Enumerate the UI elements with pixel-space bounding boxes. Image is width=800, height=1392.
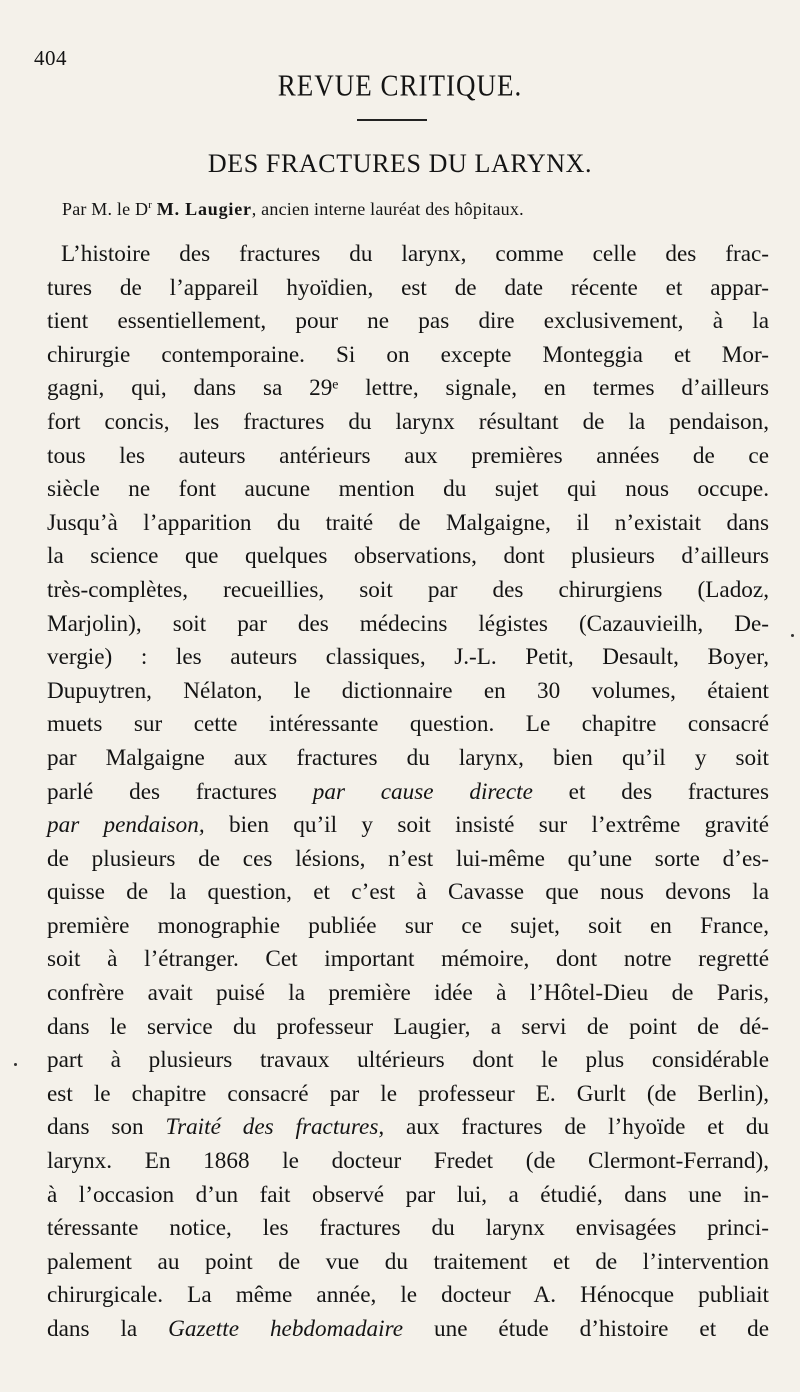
text-line: chirurgicale. La même année, le docteur A. Hénocque publiait: [47, 1282, 769, 1309]
text-segment: une étude d’histoire et de: [403, 1316, 770, 1342]
text-line: soit à l’étranger. Cet important mémoire, dont notre regretté: [47, 946, 769, 973]
italic-phrase: par pendaison,: [47, 812, 205, 839]
italic-phrase: Traité des fractures,: [165, 1114, 385, 1141]
text-line: quisse de la question, et c’est à Cavasse que nous devons la: [47, 879, 769, 906]
byline-suffix: , ancien interne lauréat des hôpitaux.: [251, 199, 524, 219]
print-speck: [791, 634, 794, 637]
text-segment: dans son: [47, 1114, 166, 1141]
text-line: de plusieurs de ces lésions, n’est lui-même qu’une sorte d’es-: [47, 845, 769, 872]
text-line: chirurgie contemporaine. Si on excepte Monteggia et Mor-: [47, 341, 769, 368]
print-speck: [14, 1063, 17, 1066]
text-line: première monographie publiée sur ce sujet, soit en France,: [47, 912, 769, 939]
text-line: tous les auteurs antérieurs aux premières années de ce: [47, 442, 769, 469]
text-line: siècle ne font aucune mention du sujet qui nous occupe.: [47, 476, 769, 503]
text-line: [47, 776, 769, 810]
section-title: REVUE CRITIQUE.: [277, 67, 523, 103]
page-number: 404: [34, 46, 67, 70]
text-line: [47, 1111, 769, 1145]
text-line: palement au point de vue du traitement et de l’intervention: [47, 1248, 769, 1275]
byline-prefix-sup: r: [148, 199, 153, 211]
text-segment: dans la: [47, 1316, 169, 1342]
italic-phrase: Gazette hebdomadaire: [168, 1316, 404, 1342]
text-line: Dupuytren, Nélaton, le dictionnaire en 30 volumes, étaient: [47, 677, 769, 704]
byline-prefix: Par M. le D: [62, 199, 149, 219]
text-segment: et des fractures: [532, 778, 770, 805]
text-line: vergie) : les auteurs classiques, J.-L. Petit, Desault, Boyer,: [47, 644, 769, 671]
text-line: muets sur cette intéressante question. Le chapitre consacré: [47, 711, 769, 738]
text-line: confrère avait puisé la première idée à l’Hôtel-Dieu de Paris,: [47, 980, 769, 1007]
byline-author: M. Laugier: [156, 199, 252, 219]
text-line: à l’occasion d’un fait observé par lui, a étudié, dans une in-: [47, 1181, 769, 1208]
text-line: Marjolin), soit par des médecins légistes (Cazauvieilh, De-: [47, 610, 769, 637]
text-line: gagni, qui, dans sa 29ᵉ lettre, signale, en termes d’ailleurs: [47, 375, 769, 402]
text-line: [47, 1313, 769, 1347]
text-line: la science que quelques observations, dont plusieurs d’ailleurs: [47, 543, 769, 570]
text-line: est le chapitre consacré par le professeur E. Gurlt (de Berlin),: [47, 1080, 769, 1107]
text-segment: bien qu’il y soit insisté sur l’extrême gravité: [204, 812, 769, 839]
text-line: [47, 809, 769, 843]
italic-phrase: par cause directe: [312, 778, 533, 805]
text-line: part à plusieurs travaux ultérieurs dont le plus considérable: [47, 1047, 769, 1074]
article-title: DES FRACTURES DU LARYNX.: [207, 149, 593, 178]
text-line: très-complètes, recueillies, soit par des chirurgiens (Ladoz,: [47, 576, 769, 603]
text-line: tures de l’appareil hyoïdien, est de date récente et appar-: [47, 274, 769, 301]
text-line: tient essentiellement, pour ne pas dire exclusivement, à la: [47, 308, 769, 335]
body-text: [47, 238, 769, 1347]
text-line: par Malgaigne aux fractures du larynx, bien qu’il y soit: [47, 744, 769, 771]
text-segment: aux fractures de l’hyoïde et du: [384, 1114, 770, 1141]
text-line: téressante notice, les fractures du larynx envisagées princi-: [47, 1215, 769, 1242]
title-rule: [357, 119, 427, 121]
text-line: larynx. En 1868 le docteur Fredet (de Clermont-Ferrand),: [47, 1148, 769, 1175]
byline: [62, 199, 760, 220]
text-line: dans le service du professeur Laugier, a servi de point de dé-: [47, 1013, 769, 1040]
text-line: fort concis, les fractures du larynx résultant de la pendaison,: [47, 408, 769, 435]
text-line: L’histoire des fractures du larynx, comme celle des frac-: [61, 241, 769, 267]
text-segment: parlé des fractures: [47, 778, 313, 805]
text-line: Jusqu’à l’apparition du traité de Malgaigne, il n’existait dans: [47, 509, 769, 536]
